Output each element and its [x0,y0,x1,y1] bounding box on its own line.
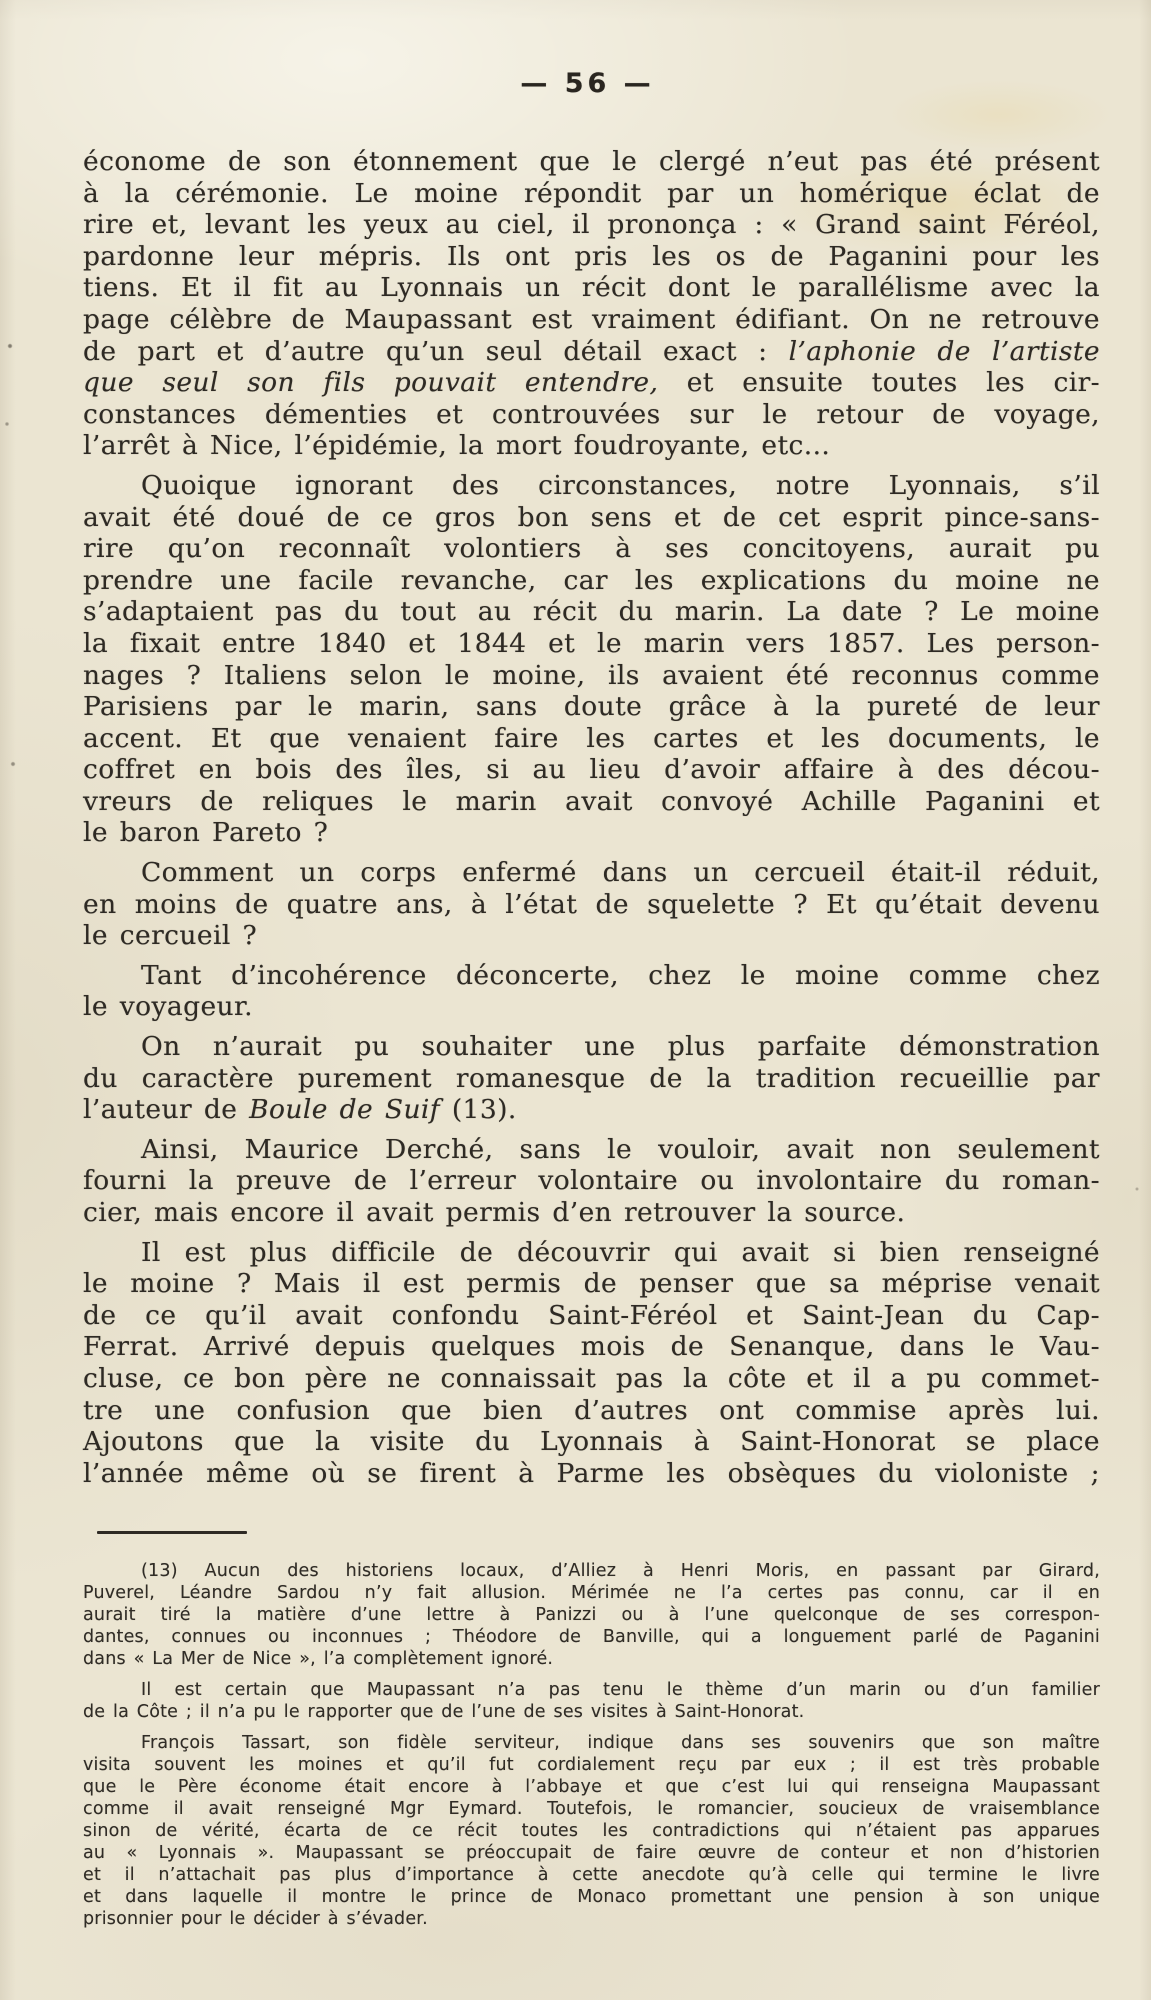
text-line [83,1864,1100,1886]
text-run: le cercueil ? [83,920,258,952]
paragraph [83,1134,1100,1229]
text-run: fourni la preuve de l’erreur volontaire ou involontaire du roman- [83,1165,1100,1197]
text-run: du caractère purement romanesque de la tradition recueillie par [83,1062,1100,1094]
text-line [83,304,1100,336]
paragraph [83,960,1100,1023]
text-line [83,1363,1100,1395]
text-line [83,723,1100,755]
text-line [83,1268,1100,1300]
text-line [83,754,1100,786]
text-line [83,1604,1100,1626]
paragraph [83,470,1100,849]
text-run: s’adaptaient pas du tout au récit du marin. La date ? Le moine [83,596,1100,628]
text-run: au « Lyonnais ». Maupassant se préoccupait de faire œuvre de conteur et non d’historien [83,1843,1100,1863]
body-text [83,146,1100,1489]
text-line [83,1426,1100,1458]
text-run: (13) Aucun des historiens locaux, d’Alliez à Henri Moris, en passant par Girard, [141,1561,1100,1581]
text-line [83,1908,1100,1930]
text-line [83,691,1100,723]
text-run: nages ? Italiens selon le moine, ils avaient été reconnus comme [83,659,1100,691]
text-run: Ainsi, Maurice Derché, sans le vouloir, avait non seulement [141,1133,1100,1165]
text-run: tiens. Et il fit au Lyonnais un récit dont le parallélisme avec la [83,272,1100,304]
paragraph [83,1732,1100,1930]
text-run: rire qu’on reconnaît volontiers à ses concitoyens, aurait pu [83,533,1100,565]
text-run: et il n’attachait pas plus d’importance à cette anecdote qu’à celle qui termine le livre [83,1865,1100,1885]
text-line [83,991,1100,1023]
text-run: tre une confusion que bien d’autres ont commise après lui. [83,1394,1100,1426]
text-run: et dans laquelle il montre le prince de Monaco promettant une pension à son unique [83,1887,1100,1907]
text-run: de ce qu’il avait confondu Saint-Féréol et Saint-Jean du Cap- [83,1299,1100,1331]
text-line [83,336,1100,368]
italic-run: l’aphonie de l’artiste [788,335,1100,367]
text-line [83,1300,1100,1332]
text-line [83,596,1100,628]
paragraph [83,1237,1100,1490]
text-run: pardonne leur mépris. Ils ont pris les os de Paganini pour les [83,240,1100,272]
text-run: et ensuite toutes les cir- [658,367,1100,399]
text-line [83,1094,1100,1126]
text-run: Comment un corps enfermé dans un cercueil était-il réduit, [141,857,1100,889]
text-line [83,786,1100,818]
text-run: François Tassart, son fidèle serviteur, indique dans ses souvenirs que son maître [141,1733,1100,1753]
text-run: le voyageur. [83,991,253,1023]
paragraph [83,1560,1100,1670]
text-line [83,272,1100,304]
footnote-separator [97,1531,247,1534]
text-line [83,1134,1100,1166]
text-run: que le Père économe était encore à l’abbaye et que c’est lui qui renseigna Maupassant [83,1777,1100,1797]
text-run: comme il avait renseigné Mgr Eymard. Toutefois, le romancier, soucieux de vraisemblance [83,1799,1100,1819]
text-run: prisonnier pour le décider à s’évader. [83,1909,428,1929]
text-line [83,1701,1100,1723]
text-line [83,178,1100,210]
text-line [83,1395,1100,1427]
text-line [83,1820,1100,1842]
paragraph [83,857,1100,952]
paragraph [83,146,1100,462]
text-run: cluse, ce bon père ne connaissait pas la côte et il a pu commet- [83,1362,1100,1394]
text-run: coffret en bois des îles, si au lieu d’avoir affaire à des décou- [83,754,1100,786]
text-line [83,146,1100,178]
text-run: prendre une facile revanche, car les explications du moine ne [83,564,1100,596]
text-line [83,1732,1100,1754]
text-line [83,209,1100,241]
text-run: dans « La Mer de Nice », l’a complètement ignoré. [83,1649,554,1669]
text-run: page célèbre de Maupassant est vraiment édifiant. On ne retrouve [83,303,1100,335]
text-line [83,1754,1100,1776]
text-line [83,1648,1100,1670]
text-run: de la Côte ; il n’a pu le rapporter que de l’une de ses visites à Saint-Honorat. [83,1702,805,1722]
text-line [83,817,1100,849]
text-line [83,660,1100,692]
paragraph [83,1031,1100,1126]
footnotes [83,1560,1100,1930]
text-run: à la cérémonie. Le moine répondit par un homérique éclat de [83,177,1100,209]
text-run: constances démenties et controuvées sur le retour de voyage, [83,398,1100,430]
text-line [83,399,1100,431]
text-line [83,920,1100,952]
text-run: accent. Et que venaient faire les cartes et les documents, le [83,722,1100,754]
text-line [83,367,1100,399]
text-run: l’année même où se firent à Parme les obsèques du violoniste ; [83,1457,1100,1489]
text-run: Quoique ignorant des circonstances, notre Lyonnais, s’il [141,469,1100,501]
text-line [83,857,1100,889]
text-line [83,430,1100,462]
text-run: le moine ? Mais il est permis de penser que sa méprise venait [83,1268,1100,1300]
text-line [83,628,1100,660]
text-line [83,241,1100,273]
text-line [83,502,1100,534]
text-run: la fixait entre 1840 et 1844 et le marin vers 1857. Les person- [83,627,1100,659]
page-number: — 56 — [520,68,655,99]
text-line [83,1582,1100,1604]
text-run: Il est certain que Maupassant n’a pas tenu le thème d’un marin ou d’un familier [141,1680,1100,1700]
text-line [83,1776,1100,1798]
text-run: visita souvent les moines et qu’il fut cordialement reçu par eux ; il est très probable [83,1755,1100,1775]
text-run: On n’aurait pu souhaiter une plus parfaite démonstration [141,1031,1100,1063]
text-line [83,889,1100,921]
text-line [83,1886,1100,1908]
text-run: aurait tiré la matière d’une lettre à Panizzi ou à l’une quelconque de ses correspon- [83,1605,1100,1625]
text-run: avait été doué de ce gros bon sens et de cet esprit pince-sans- [83,501,1100,533]
text-line [83,1626,1100,1648]
text-run: dantes, connues ou inconnues ; Théodore de Banville, qui a longuement parlé de Paganini [83,1627,1100,1647]
text-run: Il est plus difficile de découvrir qui avait si bien renseigné [141,1236,1100,1268]
text-line [83,1237,1100,1269]
text-line [83,1331,1100,1363]
text-run: de part et d’autre qu’un seul détail exact : [83,335,789,367]
text-run: cier, mais encore il avait permis d’en retrouver la source. [83,1197,906,1228]
text-run: Ferrat. Arrivé depuis quelques mois de Senanque, dans le Vau- [83,1331,1100,1363]
text-line [83,1031,1100,1063]
text-line [83,470,1100,502]
text-line [83,1798,1100,1820]
text-line [83,1560,1100,1582]
text-line [83,1842,1100,1864]
text-run: rire et, levant les yeux au ciel, il prononça : « Grand saint Féréol, [83,209,1100,241]
text-run: Puverel, Léandre Sardou n’y fait allusion. Mérimée ne l’a certes pas connu, car il en [83,1583,1100,1603]
text-run: Parisiens par le marin, sans doute grâce à la pureté de leur [83,691,1100,723]
text-run: sinon de vérité, écarta de ce récit toutes les contradictions qui n’étaient pas apparues [83,1821,1100,1841]
text-run: vreurs de reliques le marin avait convoyé Achille Paganini et [83,785,1100,817]
text-run: économe de son étonnement que le clergé n’eut pas été présent [83,146,1100,177]
text-run: l’auteur de [83,1094,250,1126]
text-line [83,1165,1100,1197]
text-line [83,565,1100,597]
text-run: Tant d’incohérence déconcerte, chez le moine comme chez [141,959,1100,991]
paragraph [83,1679,1100,1723]
text-line [83,1063,1100,1095]
text-line [83,1458,1100,1490]
italic-run: Boule de Suif [249,1094,440,1126]
text-run: (13). [440,1094,517,1126]
text-line [83,960,1100,992]
text-run: l’arrêt à Nice, l’épidémie, la mort foudroyante, etc... [83,430,831,462]
text-line [83,533,1100,565]
text-line [83,1679,1100,1701]
text-run: Ajoutons que la visite du Lyonnais à Saint-Honorat se place [83,1426,1100,1458]
text-run: en moins de quatre ans, à l’état de squelette ? Et qu’était devenu [83,888,1100,920]
italic-run: que seul son fils pouvait entendre, [83,367,659,399]
text-line [83,1197,1100,1229]
text-run: le baron Pareto ? [83,817,329,849]
